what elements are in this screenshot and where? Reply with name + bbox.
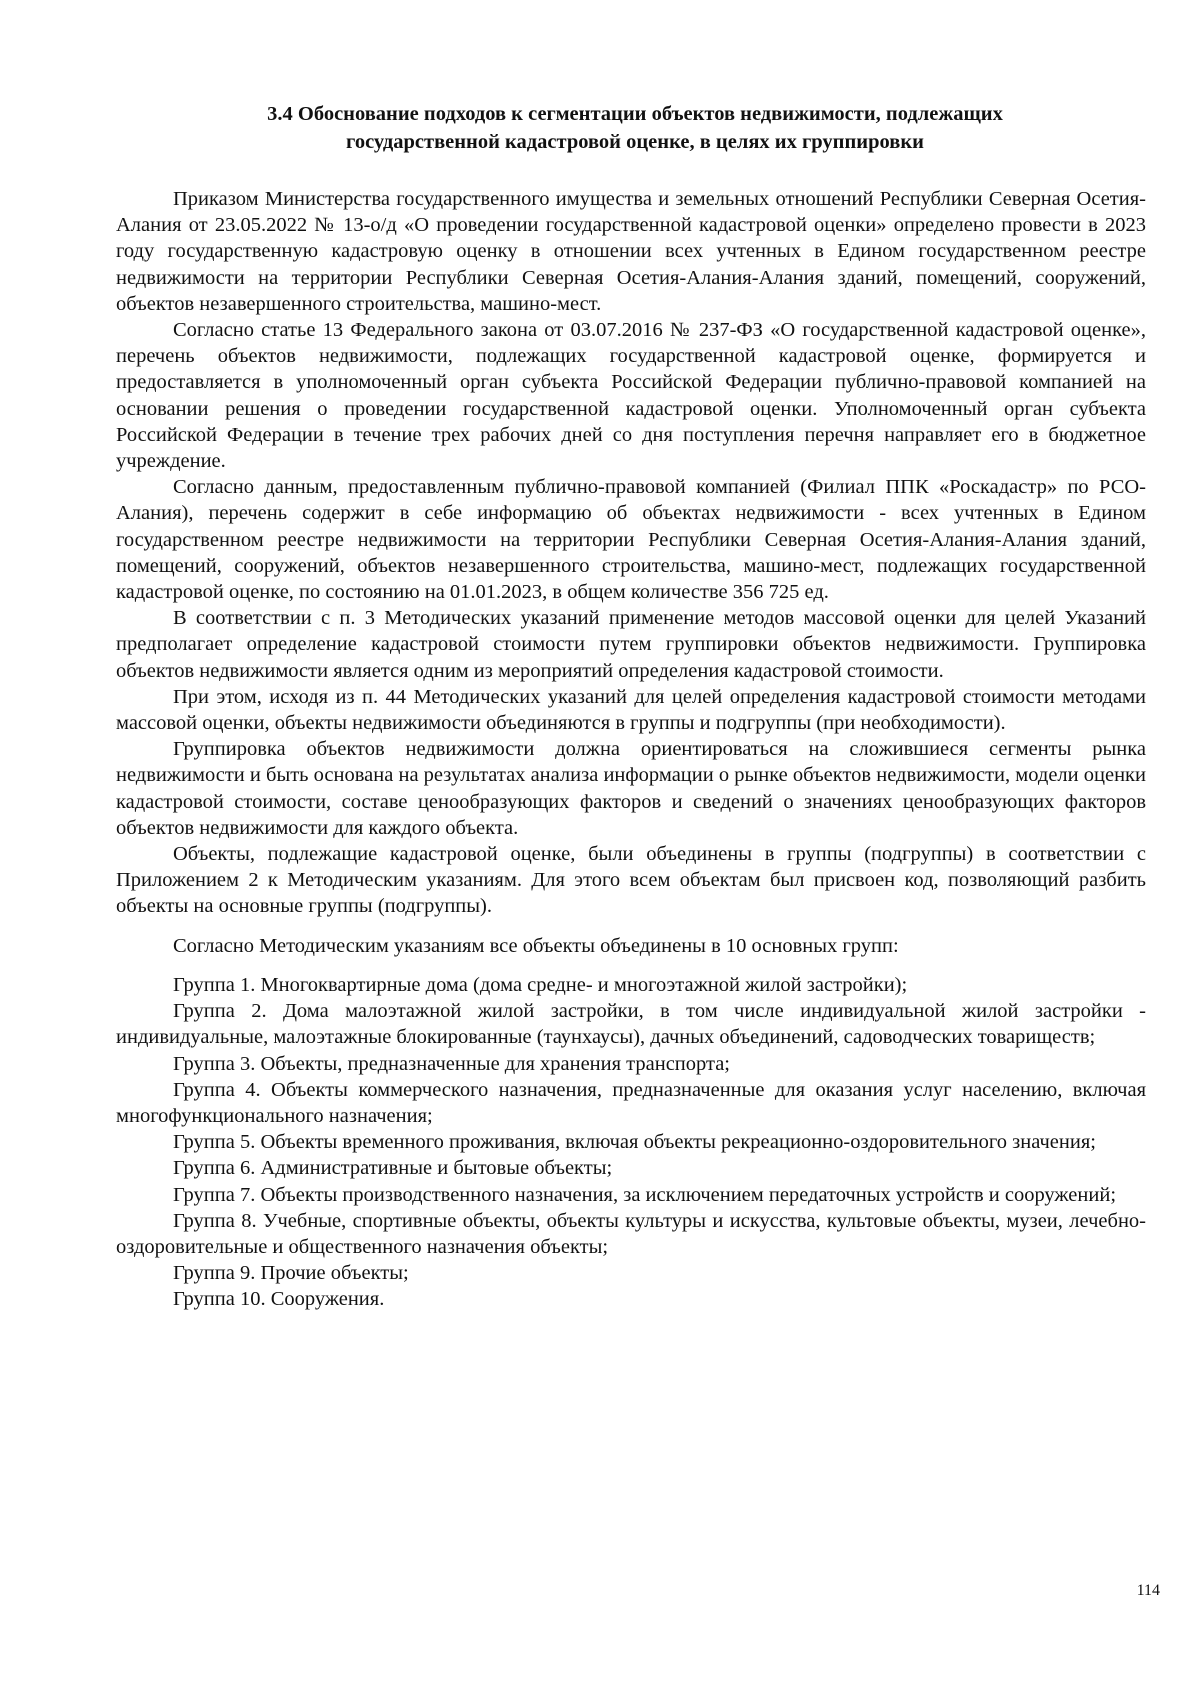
body-text (116, 186, 1146, 1313)
page-number: 114 (1136, 1582, 1160, 1599)
group-item: Группа 6. Административные и бытовые объекты; (173, 1157, 613, 1180)
group-item: Группа 5. Объекты временного проживания, включая объекты рекреационно-оздоровительного значения; (173, 1131, 1096, 1154)
paragraph: При этом, исходя из п. 44 Методических указаний для целей определения кадастровой стоимости методами массовой оценки, объекты недвижимости объединяются в группы и подгруппы (при необходимости). (116, 685, 1146, 735)
paragraph: Приказом Министерства государственного имущества и земельных отношений Республики Северная Осетия-Алания от 23.05.2022 № 13-о/д «О проведении государственной кадастровой оценки» определено провести в 2023 году государственную кадастровую оценку в отношении всех учтенных в Едином государственном реестре недвижимости на территории Республики Северная Осетия-Алания-Алания зданий, помещений, сооружений, объектов незавершенного строительства, машино-мест. (116, 188, 1146, 315)
section-heading (170, 100, 1100, 156)
group-item: Группа 2. Дома малоэтажной жилой застройки, в том числе индивидуальной жилой застройки - индивидуальные, малоэтажные блокированные (таунхаусы), дачных объединений, садоводческих товариществ; (116, 1000, 1146, 1049)
paragraph: Объекты, подлежащие кадастровой оценке, были объединены в группы (подгруппы) в соответствии с Приложением 2 к Методическим указаниям. Для этого всем объектам был присвоен код, позволяющий разбить объекты на основные группы (подгруппы). (116, 843, 1146, 918)
groups-intro: Согласно Методическим указаниям все объекты объединены в 10 основных групп: (173, 934, 899, 957)
group-item: Группа 4. Объекты коммерческого назначения, предназначенные для оказания услуг населению, включая многофункционального назначения; (116, 1078, 1146, 1127)
group-item: Группа 3. Объекты, предназначенные для хранения транспорта; (173, 1052, 731, 1075)
paragraph: Согласно данным, предоставленным публично-правовой компанией (Филиал ППК «Роскадастр» по РСО-Алания), перечень содержит в себе информацию об объектах недвижимости - всех учтенных в Едином государственном реестре недвижимости на территории Республики Северная Осетия-Алания-Алания зданий, помещений, сооружений, объектов незавершенного строительства, машино-мест, подлежащих государственной кадастровой оценке, по состоянию на 01.01.2023, в общем количестве 356 725 ед. (116, 476, 1146, 604)
group-item: Группа 9. Прочие объекты; (173, 1262, 409, 1285)
section-heading-line-1: 3.4 Обоснование подходов к сегментации объектов недвижимости, подлежащих (267, 103, 1003, 125)
group-item: Группа 7. Объекты производственного назначения, за исключением передаточных устройств и сооружений; (173, 1183, 1117, 1206)
paragraph: Группировка объектов недвижимости должна ориентироваться на сложившиеся сегменты рынка недвижимости и быть основана на результатах анализа информации о рынке объектов недвижимости, модели оценки кадастровой стоимости, составе ценообразующих факторов и сведений о значениях ценообразующих факторов объектов недвижимости для каждого объекта. (116, 738, 1146, 839)
group-item: Группа 1. Многоквартирные дома (дома средне- и многоэтажной жилой застройки); (173, 973, 908, 996)
section-heading-line-2: государственной кадастровой оценке, в целях их группировки (346, 131, 924, 153)
group-item: Группа 8. Учебные, спортивные объекты, объекты культуры и искусства, культовые объекты, музеи, лечебно-оздоровительные и общественного назначения объекты; (116, 1209, 1146, 1258)
paragraph: В соответствии с п. 3 Методических указаний применение методов массовой оценки для целей Указаний предполагает определение кадастровой стоимости путем группировки объектов недвижимости. Группировка объектов недвижимости является одним из мероприятий определения кадастровой стоимости. (116, 607, 1146, 682)
group-item: Группа 10. Сооружения. (173, 1288, 385, 1311)
paragraph: Согласно статье 13 Федерального закона от 03.07.2016 № 237-ФЗ «О государственной кадастровой оценке», перечень объектов недвижимости, подлежащих государственной кадастровой оценке, формируется и предоставляется в уполномоченный орган субъекта Российской Федерации публично-правовой компанией на основании решения о проведении государственной кадастровой оценки. Уполномоченный орган субъекта Российской Федерации в течение трех рабочих дней со дня поступления перечня направляет его в бюджетное учреждение. (116, 319, 1146, 473)
